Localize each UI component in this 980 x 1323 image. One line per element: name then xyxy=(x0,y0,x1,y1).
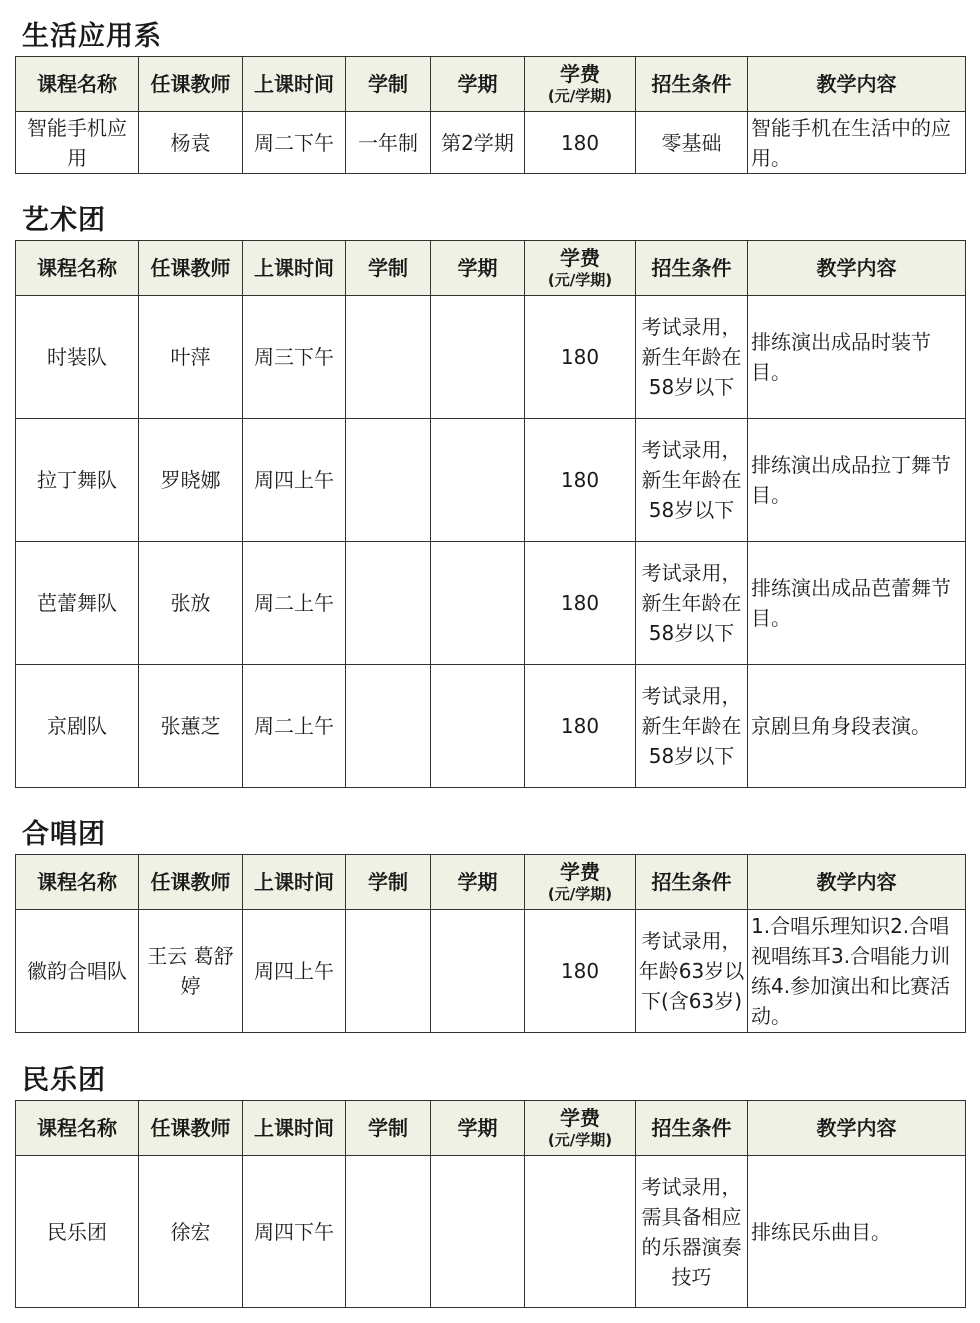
table-row xyxy=(16,419,966,542)
cell-term: 第2学期 xyxy=(431,112,525,174)
fee-header-unit: (元/学期) xyxy=(547,1131,613,1149)
cell-content: 排练演出成品时装节目。 xyxy=(748,296,966,419)
col-header-term: 学期 xyxy=(431,241,525,296)
cell-teacher: 杨袁 xyxy=(139,112,243,174)
cell-teacher: 罗晓娜 xyxy=(139,419,243,542)
cell-term xyxy=(431,910,525,1033)
fee-header-label: 学费 xyxy=(560,62,600,86)
cell-content: 排练民乐曲目。 xyxy=(748,1156,966,1308)
cell-name: 智能手机应用 xyxy=(16,112,139,174)
cell-term xyxy=(431,1156,525,1308)
col-header-content: 教学内容 xyxy=(748,1101,966,1156)
cell-fee: 180 xyxy=(525,296,636,419)
col-header-time: 上课时间 xyxy=(243,57,346,112)
col-header-term: 学期 xyxy=(431,57,525,112)
cell-content: 京剧旦角身段表演。 xyxy=(748,665,966,788)
col-header-system: 学制 xyxy=(346,855,431,910)
cell-term xyxy=(431,296,525,419)
cell-term xyxy=(431,542,525,665)
section-title: 艺术团 xyxy=(22,205,106,236)
col-header-condition: 招生条件 xyxy=(636,855,748,910)
course-table xyxy=(15,854,966,1033)
col-header-content: 教学内容 xyxy=(748,855,966,910)
section-title: 合唱团 xyxy=(22,819,106,850)
cell-teacher: 张蕙芝 xyxy=(139,665,243,788)
cell-teacher: 张放 xyxy=(139,542,243,665)
col-header-condition: 招生条件 xyxy=(636,1101,748,1156)
cell-system: 一年制 xyxy=(346,112,431,174)
cell-system xyxy=(346,419,431,542)
cell-condition: 零基础 xyxy=(636,112,748,174)
table-row xyxy=(16,296,966,419)
col-header-time: 上课时间 xyxy=(243,855,346,910)
col-header-name: 课程名称 xyxy=(16,1101,139,1156)
col-header-teacher: 任课教师 xyxy=(139,1101,243,1156)
cell-fee: 180 xyxy=(525,112,636,174)
col-header-teacher: 任课教师 xyxy=(139,57,243,112)
fee-header-label: 学费 xyxy=(560,860,600,884)
cell-name: 时装队 xyxy=(16,296,139,419)
course-table xyxy=(15,1100,966,1308)
fee-header-unit: (元/学期) xyxy=(547,885,613,903)
cell-term xyxy=(431,665,525,788)
col-header-fee xyxy=(525,57,636,112)
col-header-name: 课程名称 xyxy=(16,855,139,910)
course-table xyxy=(15,56,966,174)
cell-name: 徽韵合唱队 xyxy=(16,910,139,1033)
cell-time: 周二上午 xyxy=(243,542,346,665)
cell-condition: 考试录用，年龄63岁以下(含63岁) xyxy=(636,910,748,1033)
cell-name: 京剧队 xyxy=(16,665,139,788)
cell-fee: 180 xyxy=(525,542,636,665)
cell-condition: 考试录用，新生年龄在58岁以下 xyxy=(636,296,748,419)
table-row xyxy=(16,1156,966,1308)
col-header-content: 教学内容 xyxy=(748,57,966,112)
table-row xyxy=(16,910,966,1033)
cell-fee: 180 xyxy=(525,910,636,1033)
col-header-system: 学制 xyxy=(346,1101,431,1156)
cell-teacher: 王云 葛舒婷 xyxy=(139,910,243,1033)
section-title: 生活应用系 xyxy=(22,21,162,52)
cell-content: 1.合唱乐理知识2.合唱视唱练耳3.合唱能力训练4.参加演出和比赛活动。 xyxy=(748,910,966,1033)
cell-name: 民乐团 xyxy=(16,1156,139,1308)
cell-content: 排练演出成品芭蕾舞节目。 xyxy=(748,542,966,665)
header-row xyxy=(16,1101,966,1156)
cell-content: 排练演出成品拉丁舞节目。 xyxy=(748,419,966,542)
cell-time: 周三下午 xyxy=(243,296,346,419)
fee-header-unit: (元/学期) xyxy=(547,87,613,105)
cell-condition: 考试录用，新生年龄在58岁以下 xyxy=(636,665,748,788)
cell-teacher: 徐宏 xyxy=(139,1156,243,1308)
cell-system xyxy=(346,542,431,665)
col-header-system: 学制 xyxy=(346,241,431,296)
cell-time: 周二下午 xyxy=(243,112,346,174)
col-header-fee xyxy=(525,1101,636,1156)
fee-header-label: 学费 xyxy=(560,246,600,270)
cell-system xyxy=(346,1156,431,1308)
col-header-condition: 招生条件 xyxy=(636,241,748,296)
table-row xyxy=(16,542,966,665)
course-table xyxy=(15,240,966,788)
col-header-teacher: 任课教师 xyxy=(139,855,243,910)
header-row xyxy=(16,855,966,910)
col-header-system: 学制 xyxy=(346,57,431,112)
col-header-name: 课程名称 xyxy=(16,57,139,112)
cell-fee: 180 xyxy=(525,665,636,788)
cell-name: 芭蕾舞队 xyxy=(16,542,139,665)
cell-time: 周四下午 xyxy=(243,1156,346,1308)
col-header-fee xyxy=(525,855,636,910)
cell-fee xyxy=(525,1156,636,1308)
col-header-condition: 招生条件 xyxy=(636,57,748,112)
table-row xyxy=(16,112,966,174)
col-header-time: 上课时间 xyxy=(243,241,346,296)
cell-term xyxy=(431,419,525,542)
cell-system xyxy=(346,296,431,419)
header-row xyxy=(16,241,966,296)
fee-header-unit: (元/学期) xyxy=(547,271,613,289)
cell-time: 周四上午 xyxy=(243,910,346,1033)
cell-time: 周四上午 xyxy=(243,419,346,542)
cell-time: 周二上午 xyxy=(243,665,346,788)
cell-name: 拉丁舞队 xyxy=(16,419,139,542)
cell-condition: 考试录用，新生年龄在58岁以下 xyxy=(636,542,748,665)
col-header-term: 学期 xyxy=(431,855,525,910)
table-row xyxy=(16,665,966,788)
col-header-fee xyxy=(525,241,636,296)
col-header-content: 教学内容 xyxy=(748,241,966,296)
cell-system xyxy=(346,665,431,788)
col-header-term: 学期 xyxy=(431,1101,525,1156)
cell-condition: 考试录用，需具备相应的乐器演奏技巧 xyxy=(636,1156,748,1308)
cell-content: 智能手机在生活中的应用。 xyxy=(748,112,966,174)
col-header-time: 上课时间 xyxy=(243,1101,346,1156)
cell-fee: 180 xyxy=(525,419,636,542)
cell-system xyxy=(346,910,431,1033)
col-header-name: 课程名称 xyxy=(16,241,139,296)
section-title: 民乐团 xyxy=(22,1065,106,1096)
header-row xyxy=(16,57,966,112)
col-header-teacher: 任课教师 xyxy=(139,241,243,296)
cell-teacher: 叶萍 xyxy=(139,296,243,419)
cell-condition: 考试录用，新生年龄在58岁以下 xyxy=(636,419,748,542)
fee-header-label: 学费 xyxy=(560,1106,600,1130)
